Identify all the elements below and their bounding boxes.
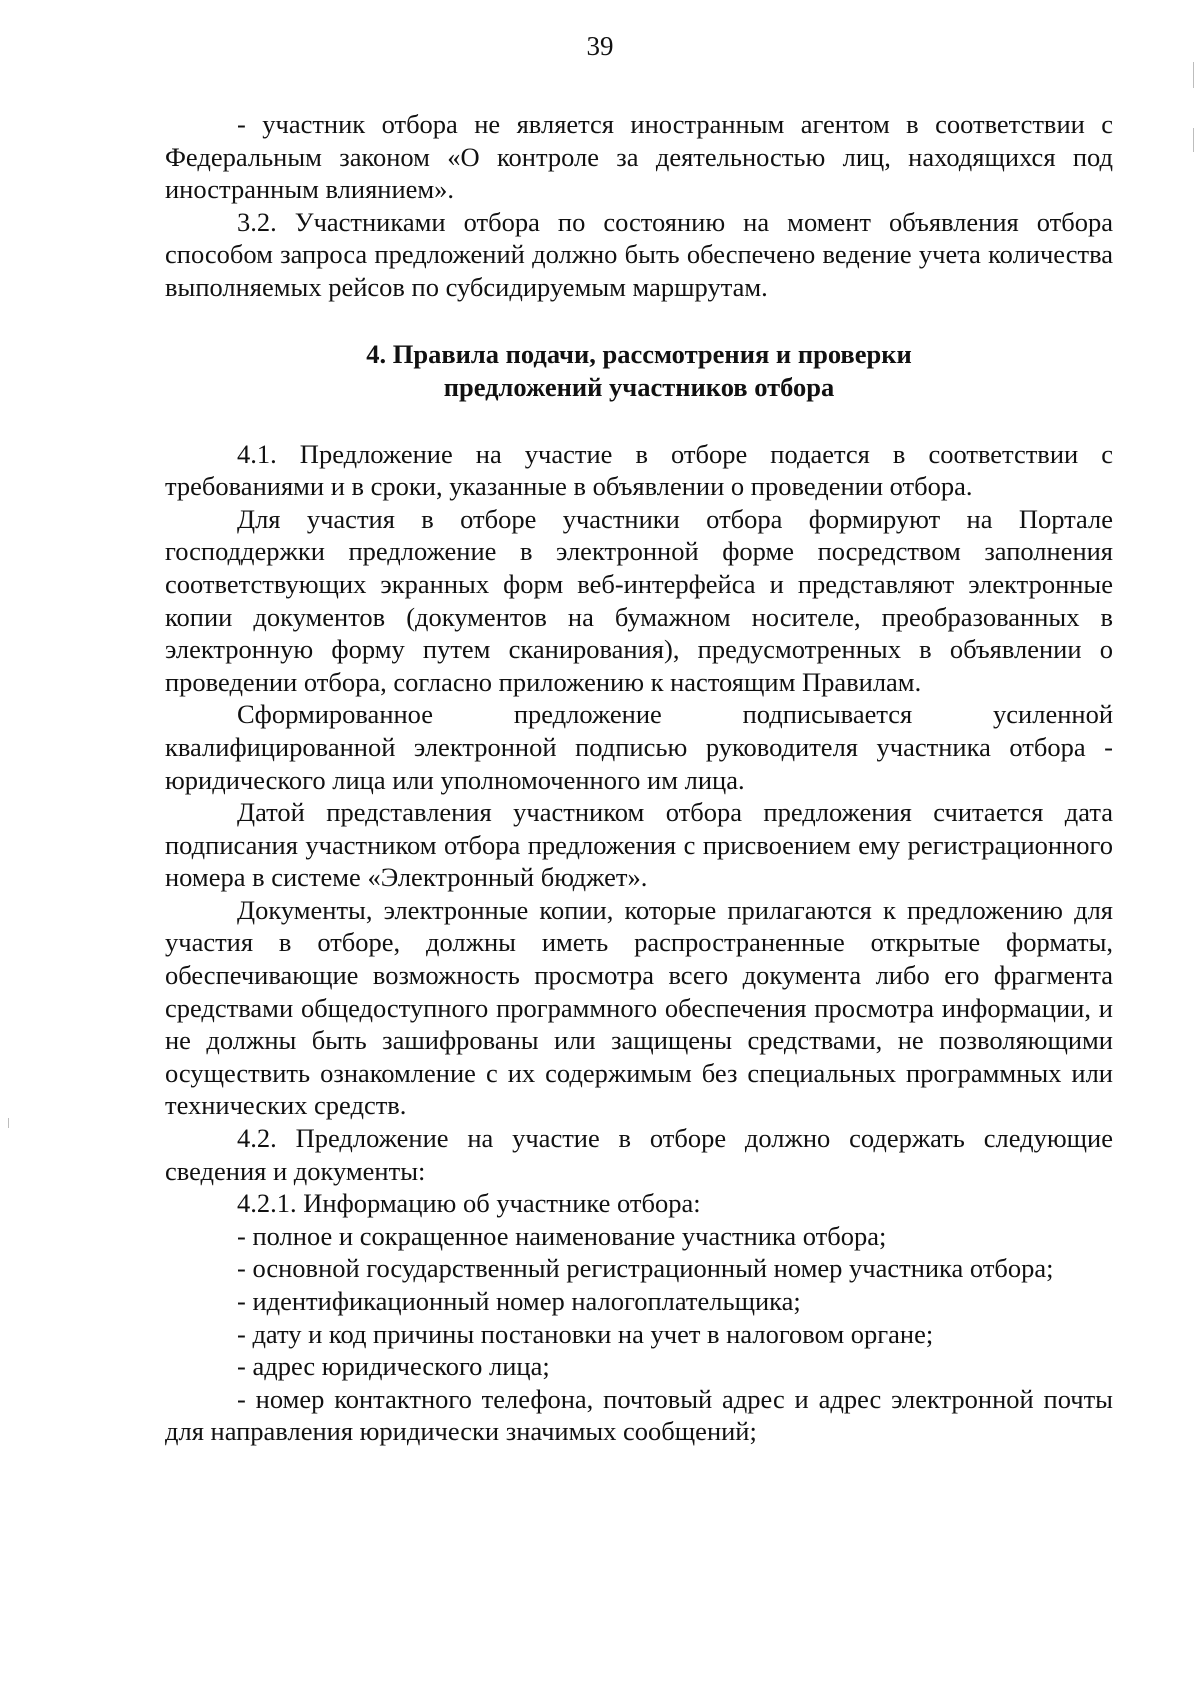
body-paragraph: Датой представления участником отбора предложения считается дата подписания участником отбора предложения с присвоением ему регистрационного номера в системе «Электронный бюджет». [165,797,1113,893]
scan-edge-mark [1193,128,1194,152]
section-heading-line-1: 4. Правила подачи, рассмотрения и проверки [366,338,912,369]
document-body [165,108,1113,1448]
scan-edge-mark [1193,62,1194,88]
body-paragraph: 4.2.1. Информацию об участнике отбора: [237,1188,701,1219]
section-heading-line-2: предложений участников отбора [443,371,835,402]
section-4-paragraphs [165,438,1113,1448]
body-paragraph: - основной государственный регистрационный номер участника отбора; [237,1253,1054,1284]
body-paragraph: - дату и код причины постановки на учет в налоговом органе; [237,1318,934,1349]
section-3-paragraphs [165,108,1113,304]
body-paragraph: - полное и сокращенное наименование участника отбора; [237,1220,887,1251]
section-heading [165,338,1113,404]
body-paragraph: Для участия в отборе участники отбора формируют на Портале господдержки предложение в электронной форме посредством заполнения соответствующих экранных форм веб-интерфейса и представляют электронные копии документов (документов на бумажном носителе, преобразованных в электронную форму путем сканирования), предусмотренных в объявлении о проведении отбора, согласно приложению к настоящим Правилам. [165,503,1113,697]
body-paragraph: - участник отбора не является иностранным агентом в соответствии с Федеральным законом «О контроле за деятельностью лиц, находящихся под иностранным влиянием». [165,109,1113,205]
body-paragraph: 4.1. Предложение на участие в отборе подается в соответствии с требованиями и в сроки, указанные в объявлении о проведении отбора. [165,438,1113,502]
body-paragraph: Сформированное предложение подписывается усиленной квалифицированной электронной подписью руководителя участника отбора - юридического лица или уполномоченного им лица. [165,699,1113,795]
body-paragraph: - идентификационный номер налогоплательщика; [237,1286,801,1316]
body-paragraph: 3.2. Участниками отбора по состоянию на момент объявления отбора способом запроса предложений должно быть обеспечено ведение учета количества выполняемых рейсов по субсидируемым маршрутам. [165,206,1113,302]
body-paragraph: - номер контактного телефона, почтовый адрес и адрес электронной почты для направления юридически значимых сообщений; [165,1383,1113,1447]
body-paragraph: Документы, электронные копии, которые прилагаются к предложению для участия в отборе, должны иметь распространенные открытые форматы, обеспечивающие возможность просмотра всего документа либо его фрагмента средствами общедоступного программного обеспечения просмотра информации, и не должны быть зашифрованы или защищены средствами, не позволяющими осуществить ознакомление с их содержимым без специальных программных или технических средств. [165,894,1113,1121]
body-paragraph: - адрес юридического лица; [237,1351,550,1382]
page-number: 39 [586,31,614,61]
scan-edge-mark [8,1118,9,1128]
body-paragraph: 4.2. Предложение на участие в отборе должно содержать следующие сведения и документы: [165,1123,1113,1186]
